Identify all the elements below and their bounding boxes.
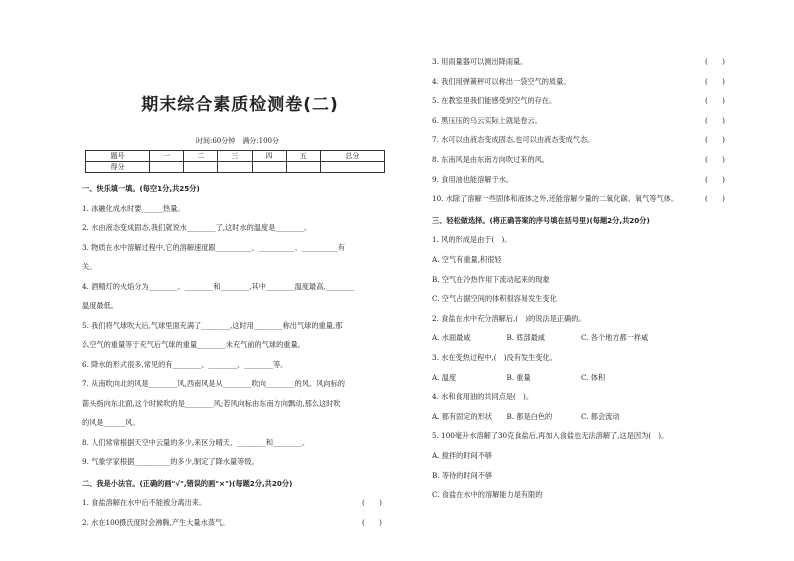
section-heading: 三、轻松做选择。(将正确答案的序号填在括号里)(每题2分,共20分) xyxy=(432,215,650,225)
question-line: 3. 物质在水中溶解过程中,它的溶解速度跟__________、__________、__________有 xyxy=(82,242,345,252)
section-heading: 二、我是小法官。(正确的画"√",错误的画"×")(每题2分,共20分) xyxy=(82,478,293,488)
score-table xyxy=(85,150,385,173)
score-header-cell: 总分 xyxy=(320,151,384,162)
score-cell[interactable] xyxy=(286,162,320,173)
question-line: 7. 水可以由液态变成固态,也可以由液态变成气态。 xyxy=(432,135,595,145)
question-line: 5. 在教室里我们能感受到空气的存在。 xyxy=(432,96,557,106)
question-line: 9. 食用油也能溶解于水。 xyxy=(432,174,514,184)
question-line: 6. 黑压压的乌云实际上就是卷云。 xyxy=(432,115,542,125)
score-header-cell: 四 xyxy=(252,151,286,162)
answer-parentheses[interactable]: ( ) xyxy=(705,174,725,184)
score-header-cell: 题号 xyxy=(86,151,150,162)
question-line: 5. 100毫升水溶解了30克食盐后,再加入食盐也无法溶解了,这是因为( )。 xyxy=(432,431,669,441)
question-line: C. 食盐在水中的溶解能力是有限的 xyxy=(432,490,543,500)
question-line: A. 搅拌的时间不够 xyxy=(432,451,493,460)
question-line: 5. 我们将气球吹大后,气球里面充满了________,这时用________称出气球的重量,那 xyxy=(82,320,343,330)
answer-parentheses[interactable]: ( ) xyxy=(705,96,725,106)
answer-parentheses[interactable]: ( ) xyxy=(705,76,725,86)
question-line: 9. 气象学家根据__________的多少,制定了降水量等级。 xyxy=(82,457,259,466)
question-line: 4. 酒精灯的火焰分为________、________和________,其中________温度最高,________ xyxy=(82,281,355,291)
answer-parentheses[interactable]: ( ) xyxy=(362,498,382,507)
question-line: 关。 xyxy=(82,262,97,271)
answer-parentheses[interactable]: ( ) xyxy=(362,517,382,527)
question-line: 么空气的重量等于充气后气球的重量________未充气前的气球的重量。 xyxy=(82,340,305,349)
score-header-cell: 一 xyxy=(150,151,184,162)
score-header-row xyxy=(86,151,385,162)
score-cell[interactable] xyxy=(150,162,184,173)
question-line: 7. 从南吹向北的风是________风,西南风是从________吹向________的风。风向标的 xyxy=(82,379,345,388)
question-line: 4. 我们用弹簧秤可以称出一袋空气的质量。 xyxy=(432,76,571,86)
question-line: 8. 人们常常根据天空中云量的多少,来区分晴天、________和________。 xyxy=(82,437,310,447)
question-line: B. 空气在冷热作用下流动起来的现象 xyxy=(432,274,550,284)
score-row-label: 得分 xyxy=(86,162,150,173)
question-line: A. 空气有重量,积很轻 xyxy=(432,255,502,264)
score-header-cell: 二 xyxy=(184,151,218,162)
question-line: 3. 用雨量器可以测出降雨量。 xyxy=(432,57,528,66)
question-line: 1. 风的形成是由于( )。 xyxy=(432,235,512,245)
question-line: C. 空气占据空间的体积很容易发生变化 xyxy=(432,294,557,304)
score-header-cell: 三 xyxy=(218,151,252,162)
answer-parentheses[interactable]: ( ) xyxy=(705,135,725,145)
page-title: 期末综合素质检测卷(二) xyxy=(141,95,339,115)
question-line: 温度最低。 xyxy=(82,301,118,310)
question-line: 箭头指向东北面,这个时候吹的是________风;若风向标由东南方向飘动,那么这时吹 xyxy=(82,398,341,408)
answer-parentheses[interactable]: ( ) xyxy=(705,115,725,125)
question-line: 3. 水在变热过程中,( )没有发生变化。 xyxy=(432,353,557,362)
question-line: 10. 水除了溶解一些固体和液体之外,还能溶解少量的二氧化碳、氧气等气体。 xyxy=(432,194,679,204)
question-line: A. 水面最咸 B. 底部最咸 C. 各个地方都一样咸 xyxy=(432,333,649,343)
score-cell[interactable] xyxy=(218,162,252,173)
question-line: 1. 食盐溶解在水中后不能被分离出来。 xyxy=(82,498,207,507)
section-heading: 一、快乐填一填。(每空1分,共25分) xyxy=(82,184,200,193)
exam-meta: 时间:60分钟 满分:100分 xyxy=(196,137,279,145)
answer-parentheses[interactable]: ( ) xyxy=(705,194,725,204)
score-value-row xyxy=(86,162,385,173)
question-line: A. 都有固定的形状 B. 都是白色的 C. 都会流动 xyxy=(432,411,620,421)
question-line: 1. 冰融化成水时要______热量。 xyxy=(82,203,185,213)
question-line: A. 温度 B. 重量 C. 体积 xyxy=(432,372,606,382)
question-line: 2. 水由液态变成固态,我们就说水________了,这时水的温度是________。 xyxy=(82,223,312,232)
answer-parentheses[interactable]: ( ) xyxy=(705,155,725,164)
question-line: 6. 降水的形式很多,常见的有________、________、________等。 xyxy=(82,359,288,369)
score-cell[interactable] xyxy=(320,162,384,173)
question-line: 2. 水在100摄氏度时会沸腾,产生大量水蒸气。 xyxy=(82,517,230,527)
question-line: 4. 水和食用油的共同点是( )。 xyxy=(432,392,534,402)
question-line: 8. 东南风是由东南方向吹过来的风。 xyxy=(432,155,549,164)
question-line: B. 等待的时间不够 xyxy=(432,470,493,480)
score-cell[interactable] xyxy=(184,162,218,173)
answer-parentheses[interactable]: ( ) xyxy=(705,57,725,66)
question-line: 2. 食盐在水中充分溶解后,( )的说法是正确的。 xyxy=(432,313,586,323)
score-header-cell: 五 xyxy=(286,151,320,162)
score-cell[interactable] xyxy=(252,162,286,173)
question-line: 的风是______风。 xyxy=(82,418,140,427)
